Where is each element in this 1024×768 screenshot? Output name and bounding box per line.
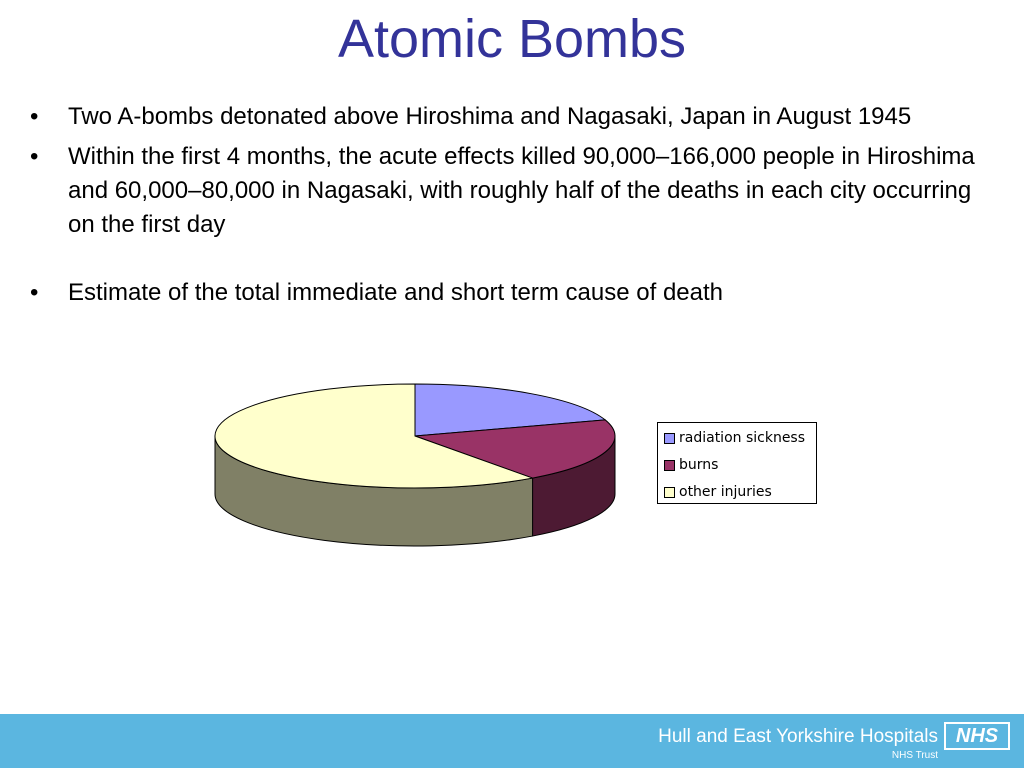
bullet-list — [30, 100, 990, 316]
bullet-text: Estimate of the total immediate and short term cause of death — [68, 279, 724, 306]
legend-swatch — [664, 460, 675, 471]
legend-label: burns — [679, 457, 719, 473]
bullet-symbol: • — [30, 279, 39, 306]
legend-label: radiation sickness — [679, 430, 806, 446]
nhs-logo: NHS — [944, 722, 1010, 750]
legend-swatch — [664, 433, 675, 444]
legend-item-other-injuries — [664, 483, 772, 501]
footer-organization: Hull and East Yorkshire Hospitals — [658, 726, 938, 747]
chart-legend — [657, 422, 817, 504]
bullet-item — [30, 140, 990, 242]
slide-title: Atomic Bombs — [337, 9, 687, 69]
bullet-item — [30, 276, 990, 310]
pie-chart — [200, 378, 630, 553]
legend-item-radiation-sickness — [664, 429, 805, 447]
bullet-symbol: • — [30, 103, 39, 130]
bullet-item — [30, 100, 990, 134]
legend-item-burns — [664, 456, 718, 474]
bullet-symbol: • — [30, 143, 39, 170]
bullet-text: Two A-bombs detonated above Hiroshima and Nagasaki, Japan in August 1945 — [68, 103, 912, 130]
footer-trust: NHS Trust — [891, 750, 938, 761]
legend-label: other injuries — [679, 484, 772, 500]
footer-bar — [0, 714, 1024, 768]
legend-swatch — [664, 487, 675, 498]
bullet-text: Within the first 4 months, the acute effects killed 90,000–166,000 people in Hiroshima and 60,000–80,000 in Nagasaki, with roughly half of the deaths in each city occurring on the first day — [68, 143, 975, 238]
